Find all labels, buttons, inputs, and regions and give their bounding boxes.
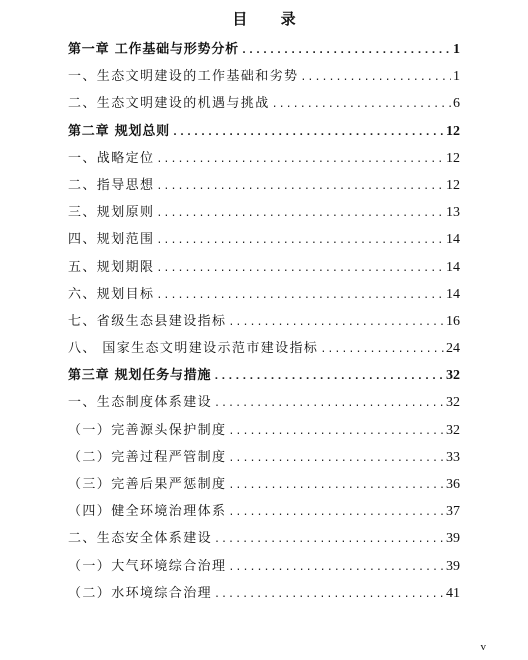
toc-entry-label: 第一章 工作基础与形势分析 xyxy=(68,42,239,57)
toc-entry-label: 一、战略定位 xyxy=(68,150,155,166)
toc-entry[interactable] xyxy=(68,283,460,310)
toc-entry-label: （一）大气环境综合治理 xyxy=(68,558,227,574)
toc-entry-page: 16 xyxy=(446,313,460,329)
toc-leader-dots xyxy=(320,344,444,355)
toc-entry-page: 39 xyxy=(446,558,460,574)
toc-entry-page: 33 xyxy=(446,449,460,465)
toc-entry-label: 二、生态文明建设的机遇与挑战 xyxy=(68,96,270,112)
toc-entry-page: 36 xyxy=(446,477,460,492)
toc-entry[interactable] xyxy=(68,174,460,201)
toc-entry[interactable] xyxy=(68,310,460,337)
toc-entry-label: 三、规划原则 xyxy=(68,205,155,221)
toc-entry-page: 37 xyxy=(446,504,460,520)
toc-entry-label: 第三章 规划任务与措施 xyxy=(68,368,212,384)
toc-leader-dots xyxy=(214,534,444,545)
toc-leader-dots xyxy=(228,453,444,464)
toc-entry[interactable] xyxy=(68,228,460,255)
toc-leader-dots xyxy=(156,154,444,165)
toc-entry-label: 六、规划目标 xyxy=(68,286,155,302)
page-number: v xyxy=(480,641,486,653)
toc-entry-page: 1 xyxy=(453,69,460,85)
toc-entry[interactable] xyxy=(68,92,460,119)
toc-entry-page: 24 xyxy=(446,341,460,357)
toc-leader-dots xyxy=(228,317,444,328)
toc-entry-label: 五、规划期限 xyxy=(68,259,155,275)
toc-list xyxy=(68,38,460,609)
toc-leader-dots xyxy=(156,181,444,192)
toc-leader-dots xyxy=(214,398,444,409)
toc-entry-label: 第二章 规划总则 xyxy=(68,123,170,139)
toc-leader-dots xyxy=(214,589,444,600)
toc-leader-dots xyxy=(156,208,444,219)
toc-entry-page: 32 xyxy=(446,395,460,411)
toc-leader-dots xyxy=(300,72,451,83)
toc-entry-label: （四）健全环境治理体系 xyxy=(68,504,227,520)
toc-leader-dots xyxy=(228,507,444,518)
toc-entry-label: （二）水环境综合治理 xyxy=(68,585,213,601)
toc-leader-dots xyxy=(241,45,451,56)
toc-entry-page: 39 xyxy=(446,531,460,547)
toc-leader-dots xyxy=(228,426,444,437)
toc-entry[interactable] xyxy=(68,446,460,473)
toc-entry-page: 1 xyxy=(453,42,460,57)
toc-entry[interactable] xyxy=(68,500,460,527)
toc-entry[interactable] xyxy=(68,527,460,554)
toc-leader-dots xyxy=(228,562,444,573)
toc-chapter-entry[interactable] xyxy=(68,120,460,147)
toc-entry-page: 14 xyxy=(446,232,460,248)
toc-entry-page: 32 xyxy=(446,422,460,438)
toc-entry-label: 一、生态文明建设的工作基础和劣势 xyxy=(68,69,299,85)
toc-entry[interactable] xyxy=(68,391,460,418)
toc-entry-label: 一、生态制度体系建设 xyxy=(68,395,213,411)
toc-leader-dots xyxy=(172,127,444,138)
toc-leader-dots xyxy=(156,235,444,246)
toc-entry-page: 12 xyxy=(446,150,460,166)
toc-entry-label: （三）完善后果严惩制度 xyxy=(68,477,227,492)
toc-entry-label: 四、规划范围 xyxy=(68,232,155,248)
toc-entry-page: 6 xyxy=(453,96,460,112)
toc-entry-page: 14 xyxy=(446,259,460,275)
toc-entry-label: 七、省级生态县建设指标 xyxy=(68,313,227,329)
toc-entry[interactable] xyxy=(68,256,460,283)
toc-leader-dots xyxy=(156,263,444,274)
toc-entry[interactable] xyxy=(68,147,460,174)
toc-entry[interactable] xyxy=(68,555,460,582)
toc-entry-page: 12 xyxy=(446,123,460,139)
toc-entry[interactable] xyxy=(68,582,460,609)
toc-entry-label: 二、指导思想 xyxy=(68,177,155,193)
toc-entry-label: 二、生态安全体系建设 xyxy=(68,531,213,547)
toc-entry-page: 32 xyxy=(446,368,460,384)
toc-entry[interactable] xyxy=(68,201,460,228)
toc-leader-dots xyxy=(213,371,444,382)
toc-entry-page: 13 xyxy=(446,205,460,221)
toc-entry-label: 八、 国家生态文明建设示范市建设指标 xyxy=(68,341,319,357)
toc-entry-label: （二）完善过程严管制度 xyxy=(68,449,227,465)
toc-entry[interactable] xyxy=(68,65,460,92)
toc-entry[interactable] xyxy=(68,337,460,364)
toc-entry[interactable] xyxy=(68,473,460,500)
toc-chapter-entry[interactable] xyxy=(68,38,460,65)
toc-entry-label: （一）完善源头保护制度 xyxy=(68,422,227,438)
toc-leader-dots xyxy=(228,480,444,491)
toc-chapter-entry[interactable] xyxy=(68,364,460,391)
toc-leader-dots xyxy=(156,290,444,301)
toc-title: 目 录 xyxy=(232,10,310,28)
toc-entry-page: 14 xyxy=(446,286,460,302)
toc-leader-dots xyxy=(272,99,451,110)
toc-entry[interactable] xyxy=(68,419,460,446)
toc-entry-page: 41 xyxy=(446,585,460,601)
toc-entry-page: 12 xyxy=(446,177,460,193)
